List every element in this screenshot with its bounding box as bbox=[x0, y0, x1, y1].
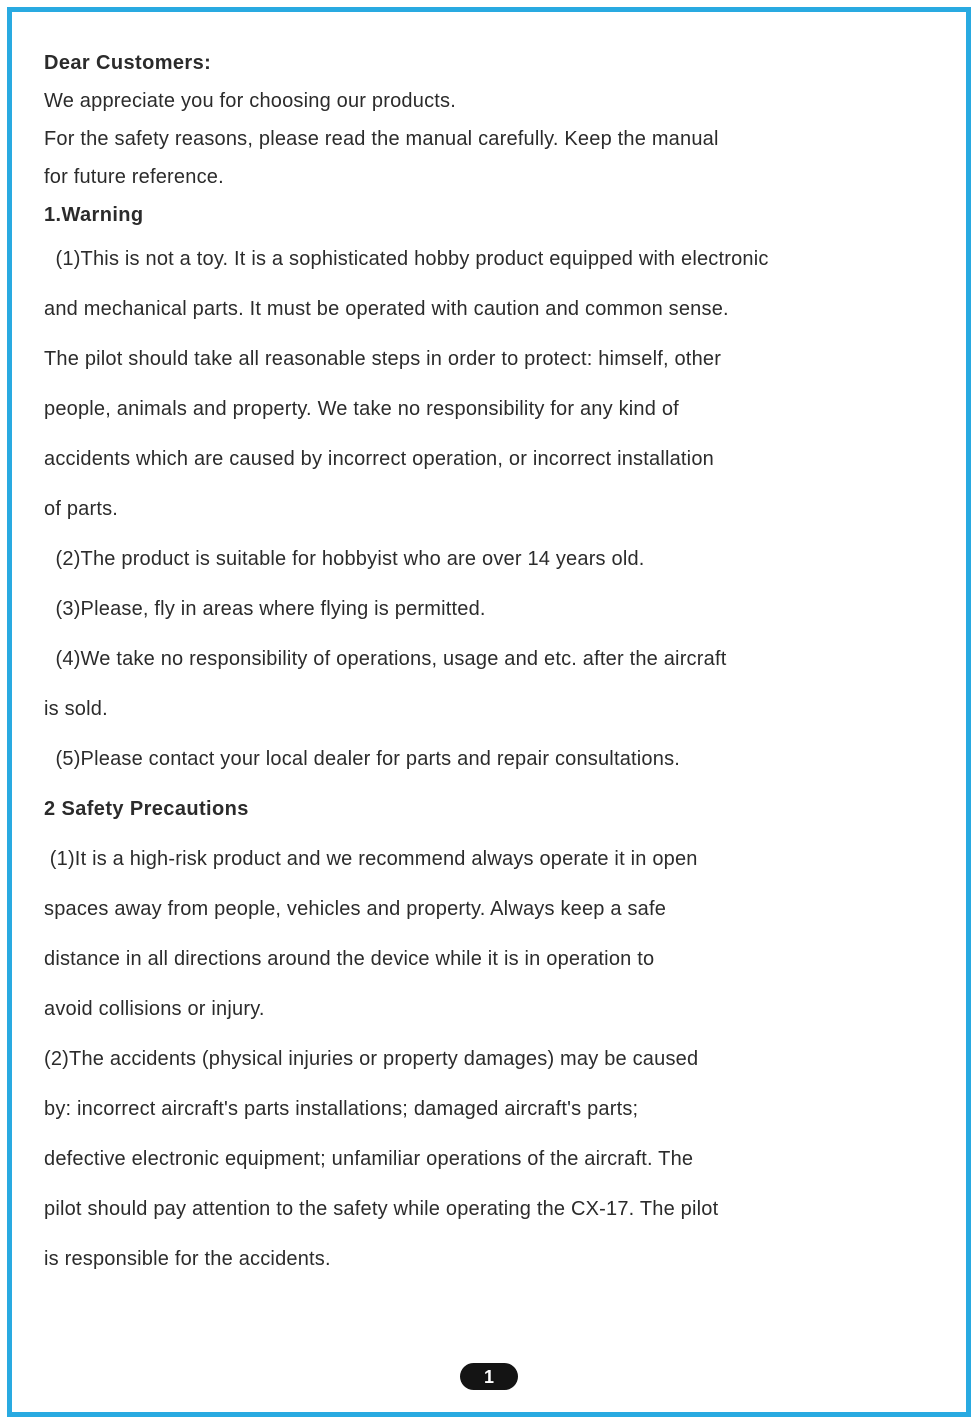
text-line: of parts. bbox=[44, 498, 119, 520]
text-line: by: incorrect aircraft's parts installations; damaged aircraft's parts; bbox=[44, 1098, 639, 1120]
text-line: accidents which are caused by incorrect operation, or incorrect installation bbox=[44, 448, 714, 470]
text-line: (3)Please, fly in areas where flying is permitted. bbox=[44, 598, 486, 620]
text-line: (1)It is a high-risk product and we recommend always operate it in open bbox=[44, 848, 698, 870]
text-line: is sold. bbox=[44, 698, 108, 720]
text-line: For the safety reasons, please read the manual carefully. Keep the manual bbox=[44, 128, 719, 150]
text-line: for future reference. bbox=[44, 166, 224, 188]
text-line: and mechanical parts. It must be operated with caution and common sense. bbox=[44, 298, 729, 320]
heading-safety-precautions: 2 Safety Precautions bbox=[44, 798, 249, 820]
text-line: pilot should pay attention to the safety while operating the CX-17. The pilot bbox=[44, 1198, 719, 1220]
page-number: 1 bbox=[483, 1366, 494, 1387]
manual-page-content bbox=[44, 44, 938, 1284]
text-line: spaces away from people, vehicles and property. Always keep a safe bbox=[44, 898, 667, 920]
text-line: (5)Please contact your local dealer for parts and repair consultations. bbox=[44, 748, 681, 770]
text-line: (1)This is not a toy. It is a sophisticated hobby product equipped with electronic bbox=[44, 248, 769, 270]
heading-dear-customers: Dear Customers: bbox=[44, 52, 212, 74]
text-line: (2)The product is suitable for hobbyist who are over 14 years old. bbox=[44, 548, 645, 570]
text-line: distance in all directions around the device while it is in operation to bbox=[44, 948, 655, 970]
text-line: people, animals and property. We take no responsibility for any kind of bbox=[44, 398, 679, 420]
text-line: We appreciate you for choosing our products. bbox=[44, 90, 456, 112]
page-number-badge bbox=[460, 1363, 518, 1390]
text-line: (2)The accidents (physical injuries or property damages) may be caused bbox=[44, 1048, 699, 1070]
text-line: is responsible for the accidents. bbox=[44, 1248, 331, 1270]
heading-warning: 1.Warning bbox=[44, 204, 144, 226]
text-line: The pilot should take all reasonable steps in order to protect: himself, other bbox=[44, 348, 722, 370]
text-line: defective electronic equipment; unfamiliar operations of the aircraft. The bbox=[44, 1148, 694, 1170]
text-line: (4)We take no responsibility of operations, usage and etc. after the aircraft bbox=[44, 648, 727, 670]
text-line: avoid collisions or injury. bbox=[44, 998, 265, 1020]
